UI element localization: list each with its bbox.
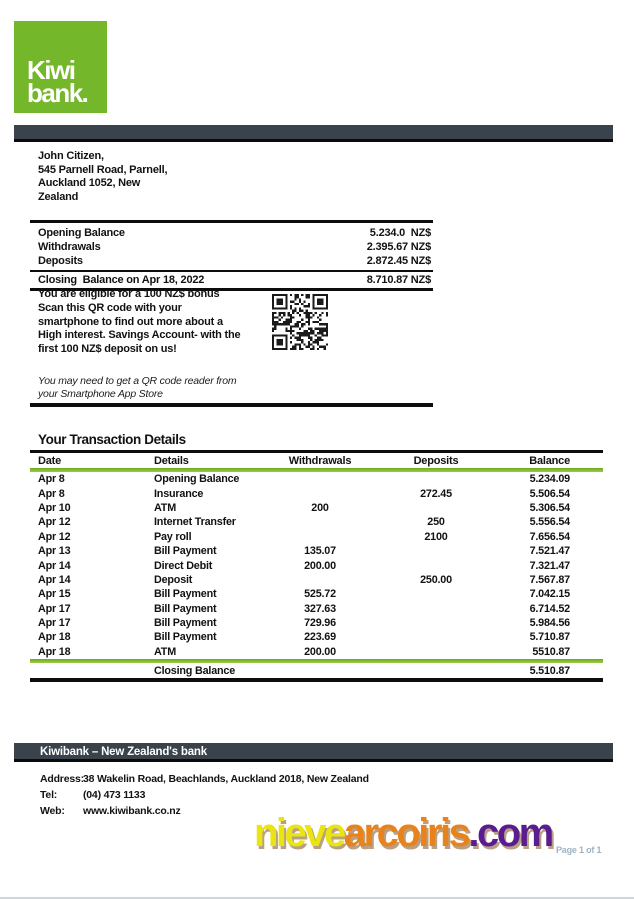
logo-word-kiwi: Kiwi [27,55,75,85]
cell-withdrawal: 135.07 [304,545,336,558]
transaction-closing-row [30,663,603,682]
cell-details: Bill Payment [154,602,217,615]
transactions-title: Your Transaction Details [38,432,186,447]
footer-address-value: 38 Wakelin Road, Beachlands, Auckland 2018, New Zealand [83,773,369,785]
cell-balance: 5510.87 [532,645,570,658]
qr-reader-note [38,375,236,401]
section-rule [30,403,433,407]
summary-label: Opening Balance [38,227,125,239]
transaction-row [30,472,603,486]
cell-date: Apr 18 [38,645,71,658]
note-line: your Smartphone App Store [38,388,163,400]
transactions-header-row [30,453,603,468]
cell-withdrawal: 729.96 [304,617,336,630]
cell-date: Apr 8 [38,473,65,486]
transaction-row [30,587,603,601]
footer-tel-row [40,787,369,803]
transaction-row [30,645,603,659]
col-header-date: Date [38,454,62,467]
footer-bar-title: Kiwibank – New Zealand's bank [40,746,207,758]
customer-city: Auckland 1052, New [38,177,141,189]
footer-web-value: www.kiwibank.co.nz [83,805,181,817]
cell-date: Apr 12 [38,530,71,543]
cell-details: Bill Payment [154,631,217,644]
cell-details: Bill Payment [154,545,217,558]
footer-tel-value: (04) 473 1133 [83,789,146,801]
cell-withdrawal: 327.63 [304,602,336,615]
promo-line: High interest. Savings Account- with the [38,329,241,342]
cell-details: ATM [154,501,176,514]
promo-line: smartphone to find out more about a [38,315,223,328]
summary-row-opening [30,226,433,240]
cell-date: Apr 10 [38,501,71,514]
footer-bar [14,743,613,762]
transaction-row [30,630,603,644]
cell-withdrawal: 223.69 [304,631,336,644]
transaction-row [30,515,603,529]
cell-date: Apr 17 [38,617,71,630]
watermark-part1: nieve [254,811,344,855]
col-header-withdrawals: Withdrawals [288,454,352,467]
cell-balance: 7.321.47 [529,559,570,572]
summary-label: Closing Balance on Apr 18, 2022 [38,274,205,286]
promo-line: Scan this QR code with your [38,301,182,314]
cell-withdrawal: 200 [311,501,329,514]
cell-deposit: 250.00 [420,573,452,586]
cell-balance: 5.234.09 [529,473,570,486]
promo-line: first 100 NZ$ deposit on us! [38,343,177,356]
summary-label: Deposits [38,255,83,267]
transaction-row [30,486,603,500]
customer-address-block [38,150,167,204]
cell-balance: 7.567.87 [529,573,570,586]
summary-value: 5.234.0 NZ$ [369,227,431,239]
cell-balance: 5.306.54 [529,501,570,514]
cell-withdrawal: 525.72 [304,588,336,601]
summary-value: 8.710.87 NZ$ [366,274,431,286]
transaction-row [30,544,603,558]
cell-details: Deposit [154,573,193,586]
cell-date: Apr 14 [38,573,71,586]
cell-details: Pay roll [154,530,192,543]
footer-tel-label: Tel: [40,789,58,801]
cell-deposit: 272.45 [420,487,452,500]
transaction-row [30,616,603,630]
cell-withdrawal: 200.00 [304,645,336,658]
customer-country: Zealand [38,190,79,203]
cell-date: Apr 17 [38,602,71,615]
kiwibank-logo [14,21,107,113]
cell-date: Apr 14 [38,559,71,572]
cell-balance: 7.656.54 [529,530,570,543]
cell-date: Apr 13 [38,545,71,558]
cell-balance: 5.506.54 [529,487,570,500]
summary-row-closing [30,272,433,288]
balance-summary-table [30,220,433,291]
nievearcoiris-watermark [254,812,552,854]
note-line: You may need to get a QR code reader from [38,375,237,387]
summary-label: Withdrawals [38,241,101,253]
promo-line: You are eligible for a 100 NZ$ bonus [38,288,220,300]
transactions-table [30,450,603,682]
col-header-balance: Balance [529,454,570,467]
cell-date: Apr 15 [38,588,71,601]
closing-label: Closing Balance [154,664,235,677]
cell-balance: 6.714.52 [529,602,570,615]
cell-balance: 5.984.56 [529,617,570,630]
transaction-row [30,573,603,587]
summary-row-deposits [30,254,433,268]
transaction-row [30,602,603,616]
customer-name: John Citizen, [38,150,104,162]
watermark-part2: arcoiris [343,811,469,855]
header-divider-bar [14,125,613,142]
cell-date: Apr 8 [38,487,65,500]
cell-deposit: 250 [427,516,445,529]
logo-word-bank: bank. [27,78,88,108]
summary-value: 2.872.45 NZ$ [366,255,431,267]
summary-value: 2.395.67 NZ$ [366,241,431,253]
cell-details: Direct Debit [154,559,213,572]
page-number: Page 1 of 1 [556,845,602,855]
footer-address-row [40,771,369,787]
col-header-deposits: Deposits [413,454,459,467]
closing-value: 5.510.87 [529,664,570,677]
transaction-row [30,530,603,544]
cell-deposit: 2100 [424,530,448,543]
cell-details: Internet Transfer [154,516,236,529]
cell-balance: 5.710.87 [529,631,570,644]
cell-details: Bill Payment [154,588,217,601]
cell-date: Apr 18 [38,631,71,644]
summary-row-withdrawals [30,240,433,254]
cell-details: Bill Payment [154,617,217,630]
transaction-row [30,558,603,572]
transactions-body [30,472,603,659]
watermark-part3: .com [468,811,552,855]
qr-code-icon [272,294,328,350]
promo-text [38,288,283,357]
cell-balance: 7.042.15 [529,588,570,601]
col-header-details: Details [154,454,189,467]
transaction-row [30,501,603,515]
cell-balance: 5.556.54 [529,516,570,529]
cell-balance: 7.521.47 [529,545,570,558]
customer-street: 545 Parnell Road, Parnell, [38,163,168,176]
cell-details: Insurance [154,487,204,500]
cell-withdrawal: 200.00 [304,559,336,572]
footer-address-label: Address: [40,773,84,785]
cell-date: Apr 12 [38,516,71,529]
cell-details: Opening Balance [154,473,240,486]
cell-details: ATM [154,645,176,658]
footer-web-label: Web: [40,805,65,817]
